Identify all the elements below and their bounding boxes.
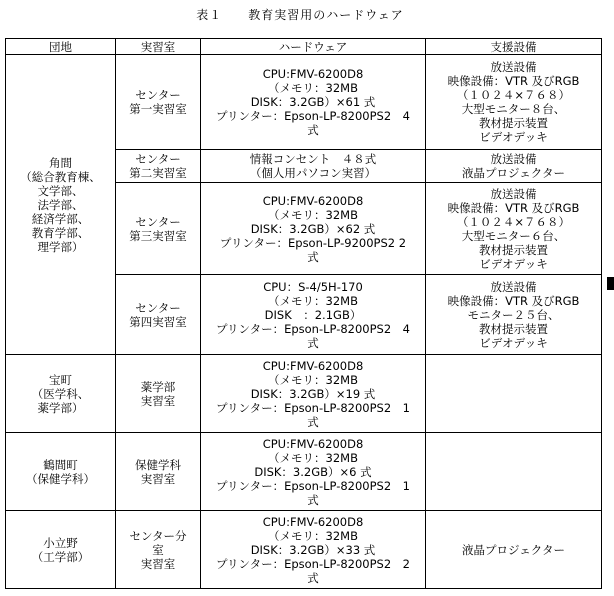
cell-line: （個人用パソコン実習） (249, 166, 377, 180)
cell-line: CPU：S-4/5H-170 (263, 279, 363, 294)
cell-line: センター (135, 88, 181, 102)
cell-line: 第四実習室 (129, 314, 187, 329)
page-title: 表１ 教育実習用のハードウェア (196, 8, 404, 22)
cell-line: 放送設備 (490, 279, 537, 294)
cell-line: プリンター：Epson-LP-8200PS2 1 (216, 478, 410, 493)
cell-line: DISK：3.2GB）×33 式 (250, 542, 376, 557)
cell-line: センター (135, 152, 181, 166)
support-cell (426, 511, 602, 589)
cell-line: ビデオデッキ (479, 256, 548, 271)
cell-line: CPU:FMV-6200D8 (262, 193, 364, 208)
cell-line: DISK：3.2GB）×62 式 (250, 221, 376, 236)
header-room: 実習室 (116, 39, 201, 55)
scroll-marker (607, 277, 614, 290)
cell-line: DISK：3.2GB）×6 式 (254, 464, 372, 479)
hardware-cell (201, 355, 426, 433)
hardware-cell (201, 433, 426, 511)
room-cell (116, 183, 201, 275)
cell-line: センター (135, 214, 181, 229)
cell-line: 映像設備：VTR 及びRGB (447, 293, 580, 308)
cell-line: プリンター：Epson-LP-8200PS2 4 (216, 109, 410, 123)
cell-line: センター分 (129, 528, 187, 543)
cell-line: 式 (307, 492, 319, 507)
support-cell (426, 55, 602, 150)
support-cell (426, 183, 602, 275)
cell-line: （メモリ：32MB (268, 528, 358, 543)
room-cell (116, 511, 201, 589)
campus-cell (6, 511, 116, 589)
cell-line: 教材提示装置 (479, 116, 548, 130)
hardware-cell (201, 275, 426, 355)
hardware-cell (201, 511, 426, 589)
cell-line: ビデオデッキ (479, 130, 548, 144)
table-row (6, 511, 602, 589)
cell-line: 式 (307, 335, 319, 350)
cell-line: （１０２４×７６８） (456, 214, 571, 229)
cell-line: （メモリ：32MB (268, 81, 358, 95)
cell-line: 放送設備 (490, 60, 537, 74)
cell-line: （総合教育棟、 (20, 169, 101, 184)
cell-line: 教育学部、 (31, 225, 90, 240)
room-cell (116, 275, 201, 355)
header-support: 支援設備 (426, 39, 602, 55)
cell-line: （メモリ：32MB (268, 450, 358, 465)
support-cell (426, 275, 602, 355)
cell-line: （メモリ：32MB (268, 372, 358, 387)
support-cell (426, 150, 602, 183)
cell-line: 式 (307, 570, 319, 585)
campus-cell (6, 55, 116, 355)
cell-line: DISK ：2.1GB） (264, 307, 362, 322)
cell-line: 放送設備 (490, 186, 537, 201)
cell-line: 大型モニター６台、 (461, 228, 566, 243)
cell-line: 実習室 (140, 393, 176, 408)
cell-line: プリンター：Epson-LP-8200PS2 1 (216, 400, 410, 415)
cell-line: （１０２４×７６８） (456, 88, 571, 102)
room-cell (116, 433, 201, 511)
cell-line: 室 (152, 542, 164, 557)
cell-line: 式 (307, 249, 319, 264)
cell-line: 第二実習室 (129, 166, 187, 180)
cell-line: 小立野 (43, 535, 78, 550)
support-cell (426, 355, 602, 433)
cell-line: CPU:FMV-6200D8 (262, 358, 364, 373)
cell-line: CPU:FMV-6200D8 (262, 67, 364, 81)
hardware-cell (201, 150, 426, 183)
cell-line: CPU:FMV-6200D8 (262, 436, 364, 451)
room-cell (116, 355, 201, 433)
campus-cell (6, 355, 116, 433)
cell-line: 第三実習室 (129, 228, 187, 243)
cell-line: （保健学科） (26, 471, 95, 486)
cell-line: 薬学部） (37, 400, 84, 415)
cell-line: 法学部、 (37, 197, 84, 212)
cell-line: 情報コンセント ４８式 (249, 152, 377, 166)
cell-line: 鶴間町 (43, 457, 78, 472)
cell-line: （メモリ：32MB (268, 293, 358, 308)
cell-line: 式 (307, 123, 319, 137)
cell-line: （医学科、 (31, 386, 90, 401)
table-row (6, 55, 602, 150)
cell-line: プリンター：Epson-LP-9200PS2 2 (219, 235, 407, 250)
cell-line: 教材提示装置 (479, 242, 548, 257)
cell-line: 理学部） (37, 239, 84, 254)
cell-line: ビデオデッキ (479, 335, 548, 350)
cell-line: 第一実習室 (129, 102, 187, 116)
table-header-row (6, 39, 602, 55)
cell-line: 式 (307, 414, 319, 429)
cell-line: DISK：3.2GB）×61 式 (250, 95, 376, 109)
cell-line: プリンター：Epson-LP-8200PS2 2 (216, 556, 410, 571)
cell-line: 大型モニター８台、 (461, 102, 566, 116)
cell-line: 実習室 (140, 556, 176, 571)
cell-line: 保健学科 (135, 457, 181, 472)
header-hardware: ハードウェア (201, 39, 426, 55)
cell-line: 映像設備：VTR 及びRGB (447, 74, 580, 88)
hardware-table (5, 38, 602, 589)
hardware-cell (201, 183, 426, 275)
cell-line: センター (135, 300, 181, 315)
cell-line: 液晶プロジェクター (461, 542, 566, 557)
cell-line: 放送設備 (490, 152, 537, 166)
cell-line: 経済学部、 (31, 211, 90, 226)
cell-line: 角間 (49, 155, 72, 170)
support-cell (426, 433, 602, 511)
cell-line: 文学部、 (37, 183, 84, 198)
cell-line: （メモリ：32MB (268, 207, 358, 222)
cell-line: 映像設備：VTR 及びRGB (447, 200, 580, 215)
cell-line: 実習室 (140, 471, 176, 486)
campus-cell (6, 433, 116, 511)
cell-line: DISK：3.2GB）×19 式 (250, 386, 376, 401)
cell-line: CPU:FMV-6200D8 (262, 514, 364, 529)
cell-line: （工学部） (31, 549, 90, 564)
cell-line: 宝町 (49, 372, 72, 387)
table-row (6, 433, 602, 511)
room-cell (116, 150, 201, 183)
table-row (6, 355, 602, 433)
cell-line: 薬学部 (140, 379, 176, 394)
cell-line: モニター２５台、 (467, 307, 560, 322)
room-cell (116, 55, 201, 150)
cell-line: 液晶プロジェクター (461, 166, 566, 180)
header-campus: 団地 (6, 39, 116, 55)
cell-line: プリンター：Epson-LP-8200PS2 4 (216, 321, 410, 336)
hardware-cell (201, 55, 426, 150)
cell-line: 教材提示装置 (479, 321, 548, 336)
